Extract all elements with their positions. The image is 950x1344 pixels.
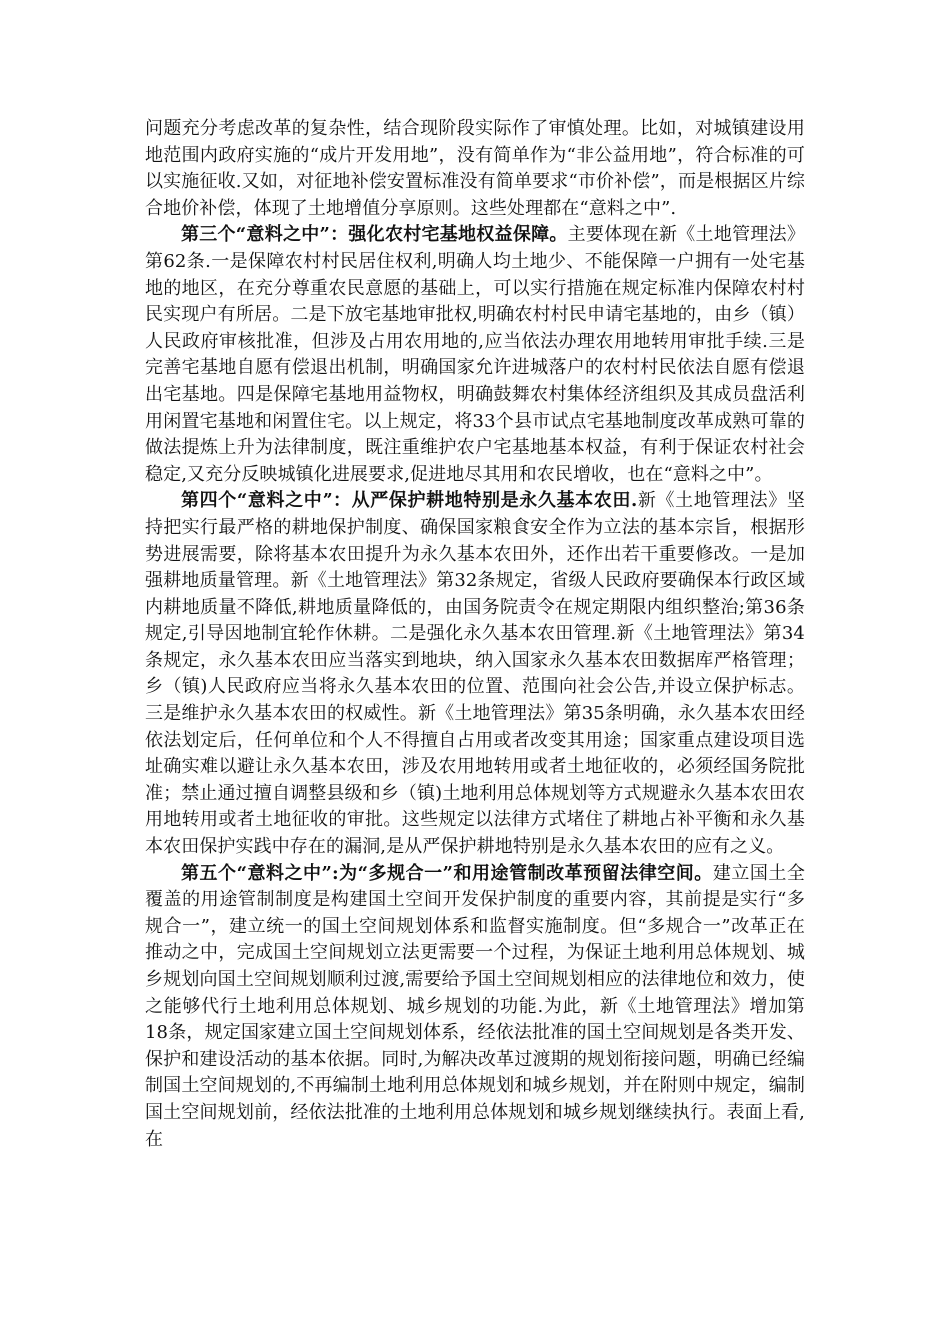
paragraph-4-text: 建立国土全覆盖的用途管制制度是构建国土空间开发保护制度的重要内容，其前提是实行“多规合一”，建立统一的国土空间规划体系和监督实施制度。但“多规合一”改革正在推动之中，完成国土空间规划立法更需要一个过程，为保证土地利用总体规划、城乡规划向国土空间规划顺利过渡,需要给予国土空间规划相应的法律地位和效力，使之能够代行土地利用总体规划、城乡规划的功能.为此，新《土地管理法》增加第18条，规定国家建立国土空间规划体系，经依法批准的国土空间规划是各类开发、保护和建设活动的基本依据。同时,为解决改革过渡期的规划衔接问题，明确已经编制国土空间规划的,不再编制土地利用总体规划和城乡规划，并在附则中规定，编制国土空间规划前，经依法批准的土地利用总体规划和城乡规划继续执行。表面上看,在 [145,862,805,1150]
paragraph-3 [145,488,805,860]
paragraph-4-lead: 第五个“意料之中”:为“多规合一”和用途管制改革预留法律空间。 [181,862,713,884]
paragraph-1 [145,116,805,222]
paragraph-3-text: 新《土地管理法》坚持把实行最严格的耕地保护制度、确保国家粮食安全作为立法的基本宗旨，根据形势进展需要，除将基本农田提升为永久基本农田外，还作出若干重要修改。一是加强耕地质量管理。新《土地管理法》第32条规定，省级人民政府要确保本行政区域内耕地质量不降低,耕地质量降低的，由国务院责令在规定期限内组织整治;第36条规定,引导因地制宜轮作休耕。二是强化永久基本农田管理.新《土地管理法》第34条规定，永久基本农田应当落实到地块，纳入国家永久基本农田数据库严格管理；乡（镇)人民政府应当将永久基本农田的位置、范围向社会公告,并设立保护标志。三是维护永久基本农田的权威性。新《土地管理法》第35条明确，永久基本农田经依法划定后，任何单位和个人不得擅自占用或者改变其用途；国家重点建设项目选址确实难以避让永久基本农田，涉及农用地转用或者土地征收的，必须经国务院批准；禁止通过擅自调整县级和乡（镇)土地利用总体规划等方式规避永久基本农田农用地转用或者土地征收的审批。这些规定以法律方式堵住了耕地占补平衡和永久基本农田保护实践中存在的漏洞,是从严保护耕地特别是永久基本农田的应有之义。 [145,490,805,858]
paragraph-2-lead: 第三个“意料之中”：强化农村宅基地权益保障。 [181,224,568,246]
paragraph-2-text: 主要体现在新《土地管理法》第62条.一是保障农村村民居住权利,明确人均土地少、不能保障一户拥有一处宅基地的地区，在充分尊重农民意愿的基础上，可以实行措施在规定标准内保障农村村民实现户有所居。二是下放宅基地审批权,明确农村村民申请宅基地的，由乡（镇）人民政府审核批准，但涉及占用农用地的,应当依法办理农用地转用审批手续.三是完善宅基地自愿有偿退出机制，明确国家允许进城落户的农村村民依法自愿有偿退出宅基地。四是保障宅基地用益物权，明确鼓舞农村集体经济组织及其成员盘活利用闲置宅基地和闲置住宅。以上规定，将33个县市试点宅基地制度改革成熟可靠的做法提炼上升为法律制度，既注重维护农户宅基地基本权益，有利于保证农村社会稳定,又充分反映城镇化进展要求,促进地尽其用和农民增收，也在“意料之中”。 [145,224,805,485]
paragraph-4 [145,861,805,1154]
paragraph-1-text: 问题充分考虑改革的复杂性，结合现阶段实际作了审慎处理。比如，对城镇建设用地范围内政府实施的“成片开发用地”，没有简单作为“非公益用地”，符合标准的可以实施征收.又如，对征地补偿安置标准没有简单要求“市价补偿”，而是根据区片综合地价补偿，体现了土地增值分享原则。这些处理都在“意料之中”. [145,118,805,219]
document-body [145,116,805,1153]
paragraph-3-lead: 第四个“意料之中ˮ：从严保护耕地特别是永久基本农田. [181,490,638,512]
paragraph-2 [145,222,805,488]
